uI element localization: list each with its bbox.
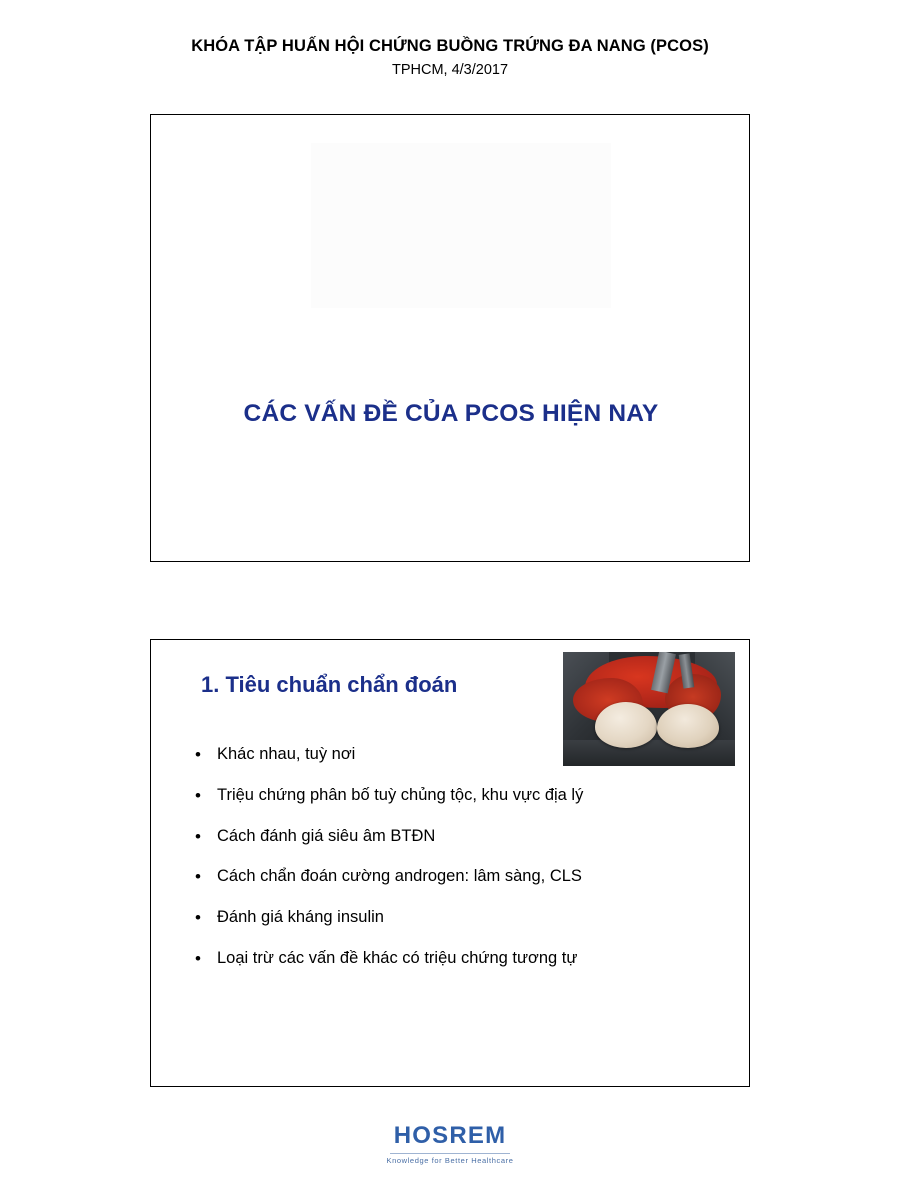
list-item-label: Cách chẩn đoán cường androgen: lâm sàng, CLS bbox=[217, 867, 582, 886]
list-item-label: Triệu chứng phân bố tuỳ chủng tộc, khu vực địa lý bbox=[217, 785, 584, 804]
slide-1 bbox=[150, 114, 750, 562]
brand-tagline: Knowledge for Better Healthcare bbox=[386, 1156, 514, 1165]
list-item bbox=[185, 827, 715, 847]
list-item bbox=[185, 949, 715, 969]
photo-ovary-right bbox=[657, 704, 719, 748]
bullet-marker-icon: • bbox=[195, 908, 201, 928]
list-item-label: Cách đánh giá siêu âm BTĐN bbox=[217, 826, 436, 845]
bullet-marker-icon: • bbox=[195, 867, 201, 887]
brand-name: HOSREM bbox=[393, 1122, 507, 1149]
list-item-label: Đánh giá kháng insulin bbox=[217, 908, 384, 927]
slide-2-bullet-list bbox=[185, 745, 715, 990]
list-item bbox=[185, 867, 715, 887]
document-header bbox=[0, 36, 900, 79]
header-subtitle: TPHCM, 4/3/2017 bbox=[391, 61, 509, 78]
bullet-marker-icon: • bbox=[195, 745, 201, 764]
bullet-marker-icon: • bbox=[195, 785, 201, 805]
photo-ovary-left bbox=[595, 702, 657, 748]
list-item-label: Loại trừ các vấn đề khác có triệu chứng tương tự bbox=[217, 948, 578, 967]
bullet-marker-icon: • bbox=[195, 826, 201, 846]
list-item bbox=[185, 908, 715, 928]
slide-2-title: 1. Tiêu chuẩn chẩn đoán bbox=[201, 672, 458, 697]
header-title: KHÓA TẬP HUẤN HỘI CHỨNG BUỒNG TRỨNG ĐA NANG (PCOS) bbox=[191, 37, 709, 55]
list-item bbox=[185, 745, 715, 765]
list-item bbox=[185, 786, 715, 806]
logo-divider bbox=[390, 1153, 510, 1154]
slide-2 bbox=[150, 639, 750, 1087]
slide-1-blank-area bbox=[311, 143, 611, 308]
footer-logo bbox=[0, 1122, 900, 1165]
bullet-marker-icon: • bbox=[195, 948, 201, 968]
slide-1-title: CÁC VẤN ĐỀ CỦA PCOS HIỆN NAY bbox=[243, 400, 659, 427]
list-item-label: Khác nhau, tuỳ nơi bbox=[217, 745, 356, 763]
